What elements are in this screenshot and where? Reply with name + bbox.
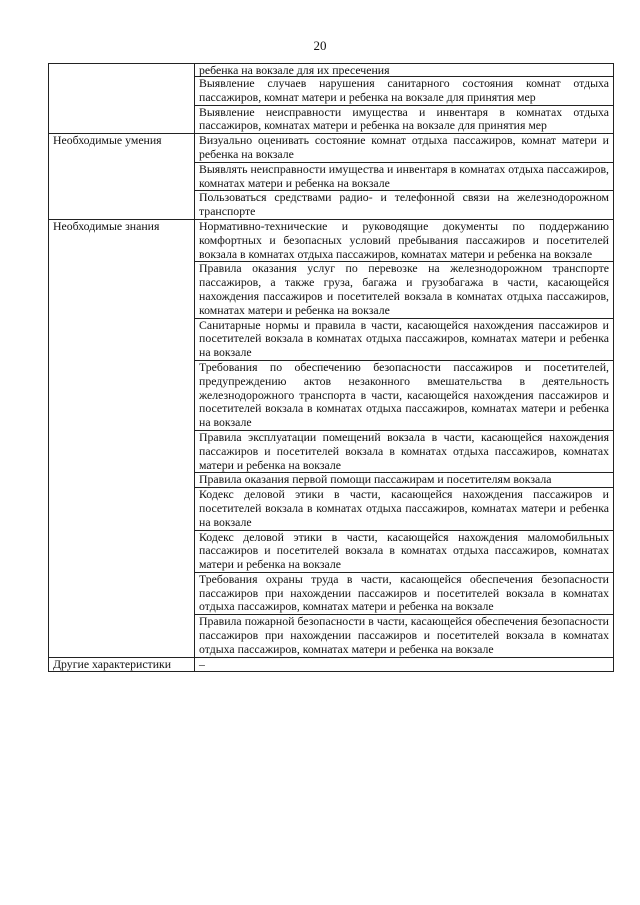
section-label — [49, 64, 195, 134]
table-cell: Требования по обеспечению безопасности пассажиров и посетителей, предупреждению актов незаконного вмешательства в деятельность железнодорожного транспорта в части, касающейся нахождения пассажиров и посетителей вокзала в комнатах отдыха пассажиров, комнатах матери и ребенка на вокзале — [195, 360, 614, 430]
table-cell: Выявлять неисправности имущества и инвентаря в комнатах отдыха пассажиров, комнатах матери и ребенка на вокзале — [195, 162, 614, 191]
page-number: 20 — [313, 38, 327, 53]
table-cell: Выявление случаев нарушения санитарного состояния комнат отдыха пассажиров, комнат матери и ребенка на вокзале для принятия мер — [195, 77, 614, 106]
section-label: Другие характеристики — [49, 657, 195, 672]
table-row — [49, 134, 614, 163]
table-cell: Правила оказания первой помощи пассажирам и посетителям вокзала — [195, 473, 614, 488]
table-row — [49, 657, 614, 672]
table-cell: Нормативно-технические и руководящие документы по поддержанию комфортных и безопасных условий пребывания пассажиров и посетителей вокзала в комнатах отдыха пассажиров, комнатах матери и ребенка на вокзале — [195, 219, 614, 261]
section-label: Необходимые знания — [49, 219, 195, 657]
table-cell: Пользоваться средствами радио- и телефонной связи на железнодорожном транспорте — [195, 191, 614, 220]
section-label: Необходимые умения — [49, 134, 195, 220]
table-cell: Правила оказания услуг по перевозке на железнодорожном транспорте пассажиров, а также груза, багажа и грузобагажа в части, касающейся нахождения пассажиров и посетителей вокзала в комнатах отдыха пассажиров, комнатах матери и ребенка на вокзале — [195, 262, 614, 318]
table-row — [49, 64, 614, 77]
table-cell: Требования охраны труда в части, касающейся обеспечения безопасности пассажиров при нахождении пассажиров и посетителей вокзала в комнатах отдыха пассажиров, комнатах матери и ребенка на вокзале — [195, 572, 614, 614]
table-cell: Кодекс деловой этики в части, касающейся нахождения маломобильных пассажиров и посетителей вокзала в комнатах отдыха пассажиров, комнатах матери и ребенка на вокзале — [195, 530, 614, 572]
table-cell: Выявление неисправности имущества и инвентаря в комнатах отдыха пассажиров, комнатах матери и ребенка на вокзале для принятия мер — [195, 105, 614, 134]
table-cell: Кодекс деловой этики в части, касающейся нахождения пассажиров и посетителей вокзала в комнатах отдыха пассажиров, комнатах матери и ребенка на вокзале — [195, 488, 614, 530]
characteristics-table — [48, 63, 614, 672]
table-cell: Санитарные нормы и правила в части, касающейся нахождения пассажиров и посетителей вокзала в комнатах отдыха пассажиров, комнатах матери и ребенка на вокзале — [195, 318, 614, 360]
table-cell: ребенка на вокзале для их пресечения — [195, 64, 614, 77]
table-cell: Правила эксплуатации помещений вокзала в части, касающейся нахождения пассажиров и посетителей вокзала в комнатах отдыха пассажиров, комнатах матери и ребенка на вокзале — [195, 430, 614, 472]
table-row — [49, 219, 614, 261]
table-cell: Правила пожарной безопасности в части, касающейся обеспечения безопасности пассажиров при нахождении пассажиров и посетителей вокзала в комнатах отдыха пассажиров, комнатах матери и ребенка на вокзале — [195, 615, 614, 657]
table-cell: Визуально оценивать состояние комнат отдыха пассажиров, комнат матери и ребенка на вокзале — [195, 134, 614, 163]
table-cell: – — [195, 657, 614, 672]
